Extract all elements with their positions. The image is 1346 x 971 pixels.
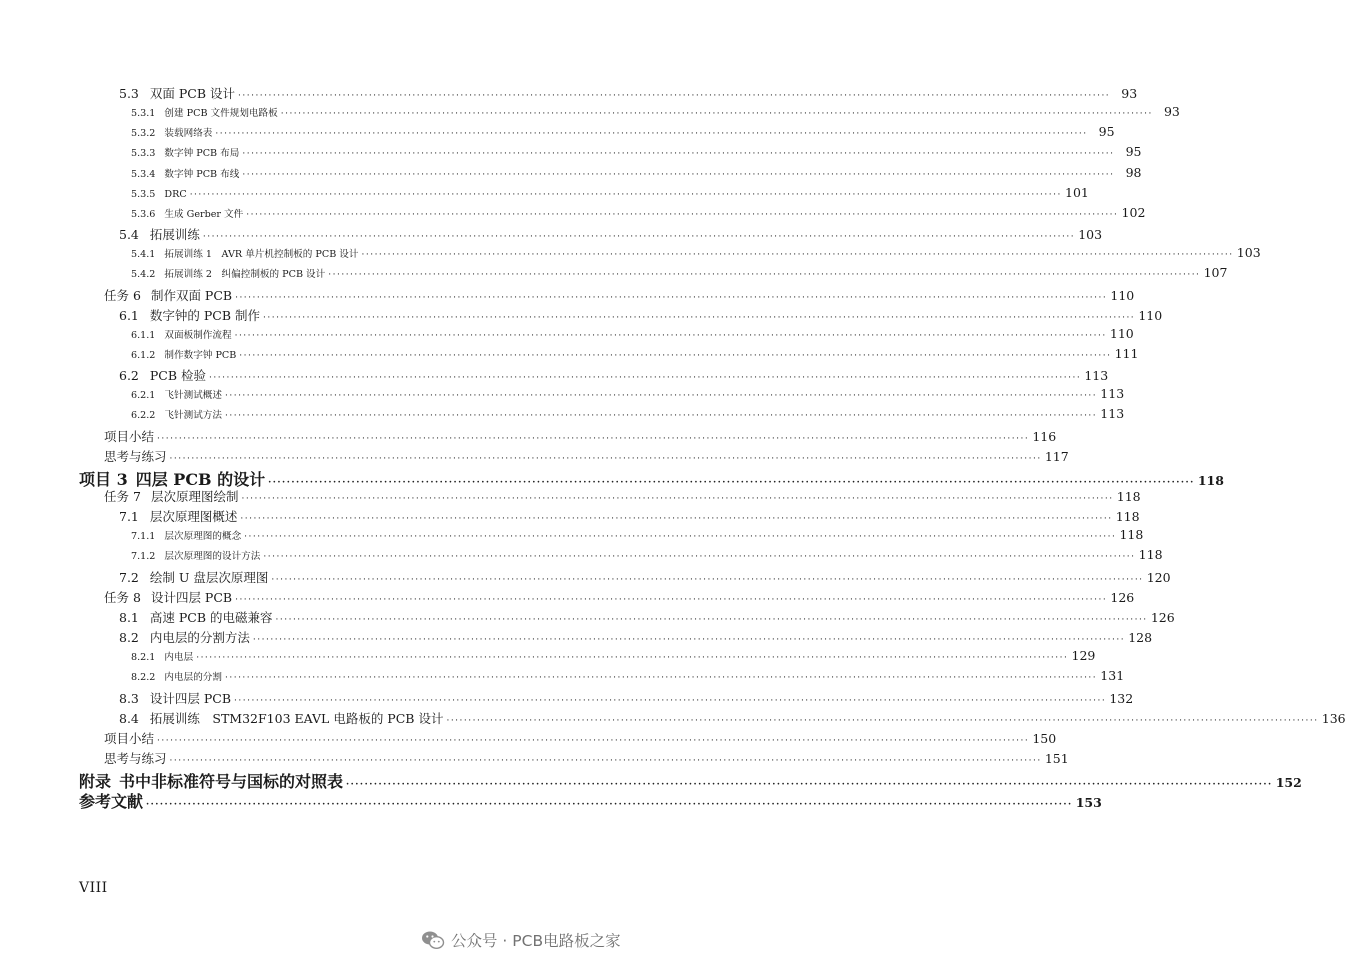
toc-leader-dots: ········································································································································································································ — [263, 552, 1136, 563]
toc-entry — [131, 668, 1125, 684]
page-folio: VIII — [79, 880, 108, 896]
toc-entry-title: 制作双面 PCB — [150, 287, 233, 303]
toc-entry-title: 拓展训练 1 AVR 单片机控制板的 PCB 设计 — [164, 249, 359, 261]
toc-entry-number: 6.2.2 — [131, 410, 156, 422]
toc-entry — [131, 265, 1228, 281]
toc-entry-number: 5.3 — [119, 86, 139, 101]
toc-entry-title: 设计四层 PCB — [150, 589, 233, 605]
toc-entry-number: 5.3.4 — [131, 168, 156, 180]
toc-entry-title: 绘制 U 盘层次原理图 — [149, 569, 269, 585]
toc-entry — [119, 84, 1138, 102]
toc-entry-number: 5.3.3 — [131, 148, 156, 160]
toc-entry-number: 8.2.2 — [131, 672, 156, 684]
toc-entry-title: 飞针测试概述 — [164, 390, 222, 402]
toc-leader-dots: ········································································································································································································ — [196, 653, 1069, 664]
toc-entry-number: 5.3.1 — [131, 108, 156, 120]
toc-entry-title: DRC — [164, 188, 187, 200]
toc-entry-page: 128 — [1128, 630, 1153, 646]
toc-entry — [131, 104, 1180, 120]
toc-entry-title: 思考与练习 — [104, 448, 167, 464]
toc-leader-dots: ········································································································································································································ — [235, 292, 1108, 303]
toc-entry-number: 8.4 — [119, 710, 139, 726]
toc-entry-page: 118 — [1116, 489, 1141, 504]
toc-entry — [131, 124, 1115, 140]
toc-leader-dots: ········································································································································································································ — [275, 614, 1148, 625]
toc-entry — [104, 487, 1141, 505]
toc-entry — [119, 709, 1346, 727]
toc-entry — [131, 245, 1261, 261]
toc-entry-title: PCB 检验 — [149, 368, 207, 384]
toc-entry-number: 7.1 — [119, 509, 139, 525]
toc-entry-page: 113 — [1084, 368, 1109, 384]
toc-entry-title: 参考文献 — [79, 792, 144, 812]
toc-entry-page: 118 — [1119, 527, 1144, 543]
toc-leader-dots: ········································································································································································································ — [271, 574, 1144, 585]
toc-entry-title: 双面 PCB 设计 — [149, 86, 235, 101]
toc-entry-page: 103 — [1236, 245, 1261, 261]
toc-entry-title: 拓展训练 STM32F103 EAVL 电路板的 PCB 设计 — [149, 710, 444, 726]
toc-entry-number: 6.2.1 — [131, 390, 156, 402]
toc-entry — [104, 749, 1069, 767]
toc-entry — [104, 427, 1057, 445]
toc-entry-number: 6.1.1 — [131, 329, 156, 341]
toc-entry-page: 118 — [1115, 509, 1140, 525]
toc-entry — [119, 608, 1175, 626]
toc-entry-title: 拓展训练 2 纠偏控制板的 PCB 设计 — [164, 269, 326, 281]
toc-leader-dots: ········································································································································································································ — [238, 91, 1111, 101]
toc-leader-dots: ········································································································································································································ — [234, 695, 1107, 706]
toc-leader-dots: ········································································································································································································ — [346, 780, 1273, 791]
toc-entry-title: 四层 PCB 的设计 — [135, 469, 266, 489]
toc-entry-page: 132 — [1109, 690, 1134, 706]
toc-leader-dots: ········································································································································································································ — [242, 149, 1115, 160]
toc-entry-title: 内电层的分割 — [164, 672, 222, 684]
toc-entry-title: 数字钟 PCB 布线 — [164, 168, 240, 180]
toc-entry-page: 152 — [1275, 775, 1302, 791]
toc-leader-dots: ········································································································································································································ — [242, 169, 1115, 180]
toc-leader-dots: ········································································································································································································ — [240, 514, 1113, 525]
toc-leader-dots: ········································································································································································································ — [446, 715, 1319, 726]
toc-entry-number: 8.1 — [119, 609, 139, 625]
toc-entry-title: 层次原理图的概念 — [164, 531, 242, 543]
toc-entry-number: 任务 8 — [104, 589, 141, 605]
toc-leader-dots: ········································································································································································································ — [202, 232, 1076, 243]
toc-entry-page: 126 — [1150, 609, 1175, 625]
toc-entry-number: 5.4.1 — [131, 249, 156, 261]
toc-entry-page: 131 — [1100, 668, 1125, 684]
toc-leader-dots: ········································································································································································································ — [169, 453, 1042, 464]
toc-entry-page: 126 — [1110, 589, 1135, 605]
toc-entry-title: 飞针测试方法 — [164, 410, 222, 422]
toc-leader-dots: ········································································································································································································ — [239, 350, 1112, 361]
toc-entry-number: 7.1.2 — [131, 551, 156, 563]
toc-entry-number: 5.4.2 — [131, 269, 156, 281]
toc-entry — [104, 729, 1057, 747]
toc-leader-dots: ········································································································································································································ — [157, 735, 1030, 746]
toc-leader-dots: ········································································································································································································ — [252, 635, 1126, 646]
toc-leader-dots: ········································································································································································································ — [209, 373, 1082, 384]
toc-entry — [131, 527, 1144, 543]
toc-entry-number: 任务 7 — [104, 489, 141, 504]
toc-entry-title: 内电层 — [164, 652, 194, 664]
toc-leader-dots: ········································································································································································································ — [280, 109, 1153, 120]
toc-entry-title: 项目小结 — [104, 730, 155, 746]
toc-leader-dots: ········································································································································································································ — [244, 532, 1117, 543]
toc-entry-page: 110 — [1110, 287, 1135, 303]
toc-entry-page: 107 — [1203, 265, 1228, 281]
toc-entry-number: 6.1 — [119, 307, 139, 323]
toc-entry — [79, 789, 1102, 812]
toc-leader-dots: ········································································································································································································ — [169, 755, 1042, 766]
toc-entry-page: 118 — [1197, 472, 1224, 488]
toc-entry-title: 创建 PCB 文件规划电路板 — [164, 108, 278, 120]
toc-entry-page: 110 — [1138, 307, 1163, 323]
toc-entry-number: 5.3.6 — [131, 208, 156, 220]
toc-entry-title: 思考与练习 — [104, 750, 167, 766]
toc-entry — [131, 386, 1125, 402]
toc-entry-page: 113 — [1100, 406, 1125, 422]
toc-entry-title: 层次原理图绘制 — [150, 489, 239, 504]
toc-leader-dots: ········································································································································································································ — [268, 477, 1195, 488]
toc-entry-number: 8.3 — [119, 690, 139, 706]
toc-entry-page: 113 — [1100, 386, 1125, 402]
toc-entry-number: 附录 — [79, 772, 112, 792]
wechat-icon — [421, 930, 445, 950]
toc-entry-page: 93 — [1121, 86, 1138, 101]
toc-entry — [131, 204, 1146, 220]
toc-entry-number: 5.3.5 — [131, 188, 156, 200]
toc-entry — [131, 547, 1163, 563]
toc-entry-title: 层次原理图的设计方法 — [164, 551, 261, 563]
toc-entry-page: 150 — [1032, 730, 1057, 746]
toc-entry-number: 7.2 — [119, 569, 139, 585]
toc-leader-dots: ········································································································································································································ — [157, 433, 1030, 444]
toc-entry-page: 110 — [1109, 325, 1134, 341]
toc-leader-dots: ········································································································································································································ — [146, 800, 1073, 811]
toc-entry-number: 8.2 — [119, 630, 139, 646]
toc-entry — [104, 588, 1135, 606]
toc-entry-page: 153 — [1075, 795, 1102, 811]
toc-entry-number: 5.4 — [119, 227, 139, 243]
toc-entry-title: 层次原理图概述 — [149, 509, 238, 525]
toc-entry — [131, 406, 1125, 422]
toc-entry-title: 制作数字钟 PCB — [164, 349, 237, 361]
toc-entry-page: 95 — [1125, 144, 1142, 160]
toc-entry — [131, 648, 1096, 664]
toc-entry-page: 116 — [1032, 428, 1057, 444]
watermark-text: 公众号 · PCB电路板之家 — [451, 932, 621, 950]
toc-leader-dots: ········································································································································································································ — [241, 494, 1114, 504]
toc-entry — [131, 345, 1139, 361]
toc-entry-page: 129 — [1071, 648, 1096, 664]
toc-entry-title: 数字钟 PCB 布局 — [164, 148, 240, 160]
toc-leader-dots: ········································································································································································································ — [215, 129, 1088, 140]
toc-entry-page: 95 — [1098, 124, 1115, 140]
toc-leader-dots: ········································································································································································································ — [361, 250, 1234, 261]
toc-entry-page: 111 — [1114, 345, 1139, 361]
toc-leader-dots: ········································································································································································································ — [189, 189, 1062, 200]
toc-entry-page: 117 — [1044, 448, 1069, 464]
toc-entry-title: 书中非标准符号与国标的对照表 — [119, 772, 344, 792]
toc-entry-title: 拓展训练 — [149, 227, 200, 243]
toc-entry-title: 项目小结 — [104, 428, 155, 444]
toc-entry-number: 任务 6 — [104, 287, 141, 303]
toc-entry — [119, 366, 1109, 384]
toc-entry-page: 93 — [1163, 104, 1180, 120]
toc-entry-number: 8.2.1 — [131, 652, 156, 664]
toc-entry-number: 5.3.2 — [131, 128, 156, 140]
toc-entry-title: 高速 PCB 的电磁兼容 — [149, 609, 273, 625]
toc-entry-page: 136 — [1321, 710, 1346, 726]
toc-entry — [104, 286, 1135, 304]
toc-leader-dots: ········································································································································································································ — [224, 391, 1098, 402]
toc-entry-title: 双面板制作流程 — [164, 329, 232, 341]
toc-leader-dots: ········································································································································································································ — [328, 270, 1201, 281]
toc-entry — [131, 164, 1142, 180]
toc-entry-page: 103 — [1078, 227, 1103, 243]
toc-entry-number: 项目 3 — [79, 469, 128, 489]
toc-entry — [119, 689, 1134, 707]
toc-leader-dots: ········································································································································································································ — [224, 673, 1098, 684]
toc-entry — [104, 447, 1069, 465]
toc-entry-title: 内电层的分割方法 — [149, 630, 250, 646]
toc-entry — [119, 306, 1163, 324]
toc-entry-page: 101 — [1065, 184, 1089, 200]
toc-leader-dots: ········································································································································································································ — [263, 312, 1136, 323]
toc-entry-page: 151 — [1044, 750, 1069, 766]
toc-entry-number: 6.2 — [119, 368, 139, 384]
toc-entry-title: 生成 Gerber 文件 — [164, 208, 244, 220]
toc-entry — [131, 325, 1134, 341]
toc-leader-dots: ········································································································································································································ — [235, 594, 1108, 605]
toc-entry-number: 7.1.1 — [131, 531, 156, 543]
toc-entry — [131, 144, 1142, 160]
toc-entry-title: 设计四层 PCB — [149, 690, 232, 706]
watermark — [421, 929, 621, 951]
toc-entry — [119, 225, 1103, 243]
toc-entry — [131, 184, 1089, 200]
toc-leader-dots: ········································································································································································································ — [234, 330, 1107, 341]
toc-leader-dots: ········································································································································································································ — [224, 411, 1098, 422]
toc-entry-page: 98 — [1125, 164, 1142, 180]
toc-entry — [119, 507, 1140, 525]
toc-entry — [119, 628, 1153, 646]
toc-entry — [119, 568, 1171, 586]
toc-entry-page: 102 — [1121, 204, 1146, 220]
toc-entry-page: 118 — [1138, 547, 1163, 563]
toc-entry-number: 6.1.2 — [131, 349, 156, 361]
toc-entry-page: 120 — [1146, 569, 1171, 585]
toc-entry-title: 装载网络表 — [164, 128, 213, 140]
toc-entry-title: 数字钟的 PCB 制作 — [149, 307, 260, 323]
toc-leader-dots: ········································································································································································································ — [246, 209, 1119, 220]
